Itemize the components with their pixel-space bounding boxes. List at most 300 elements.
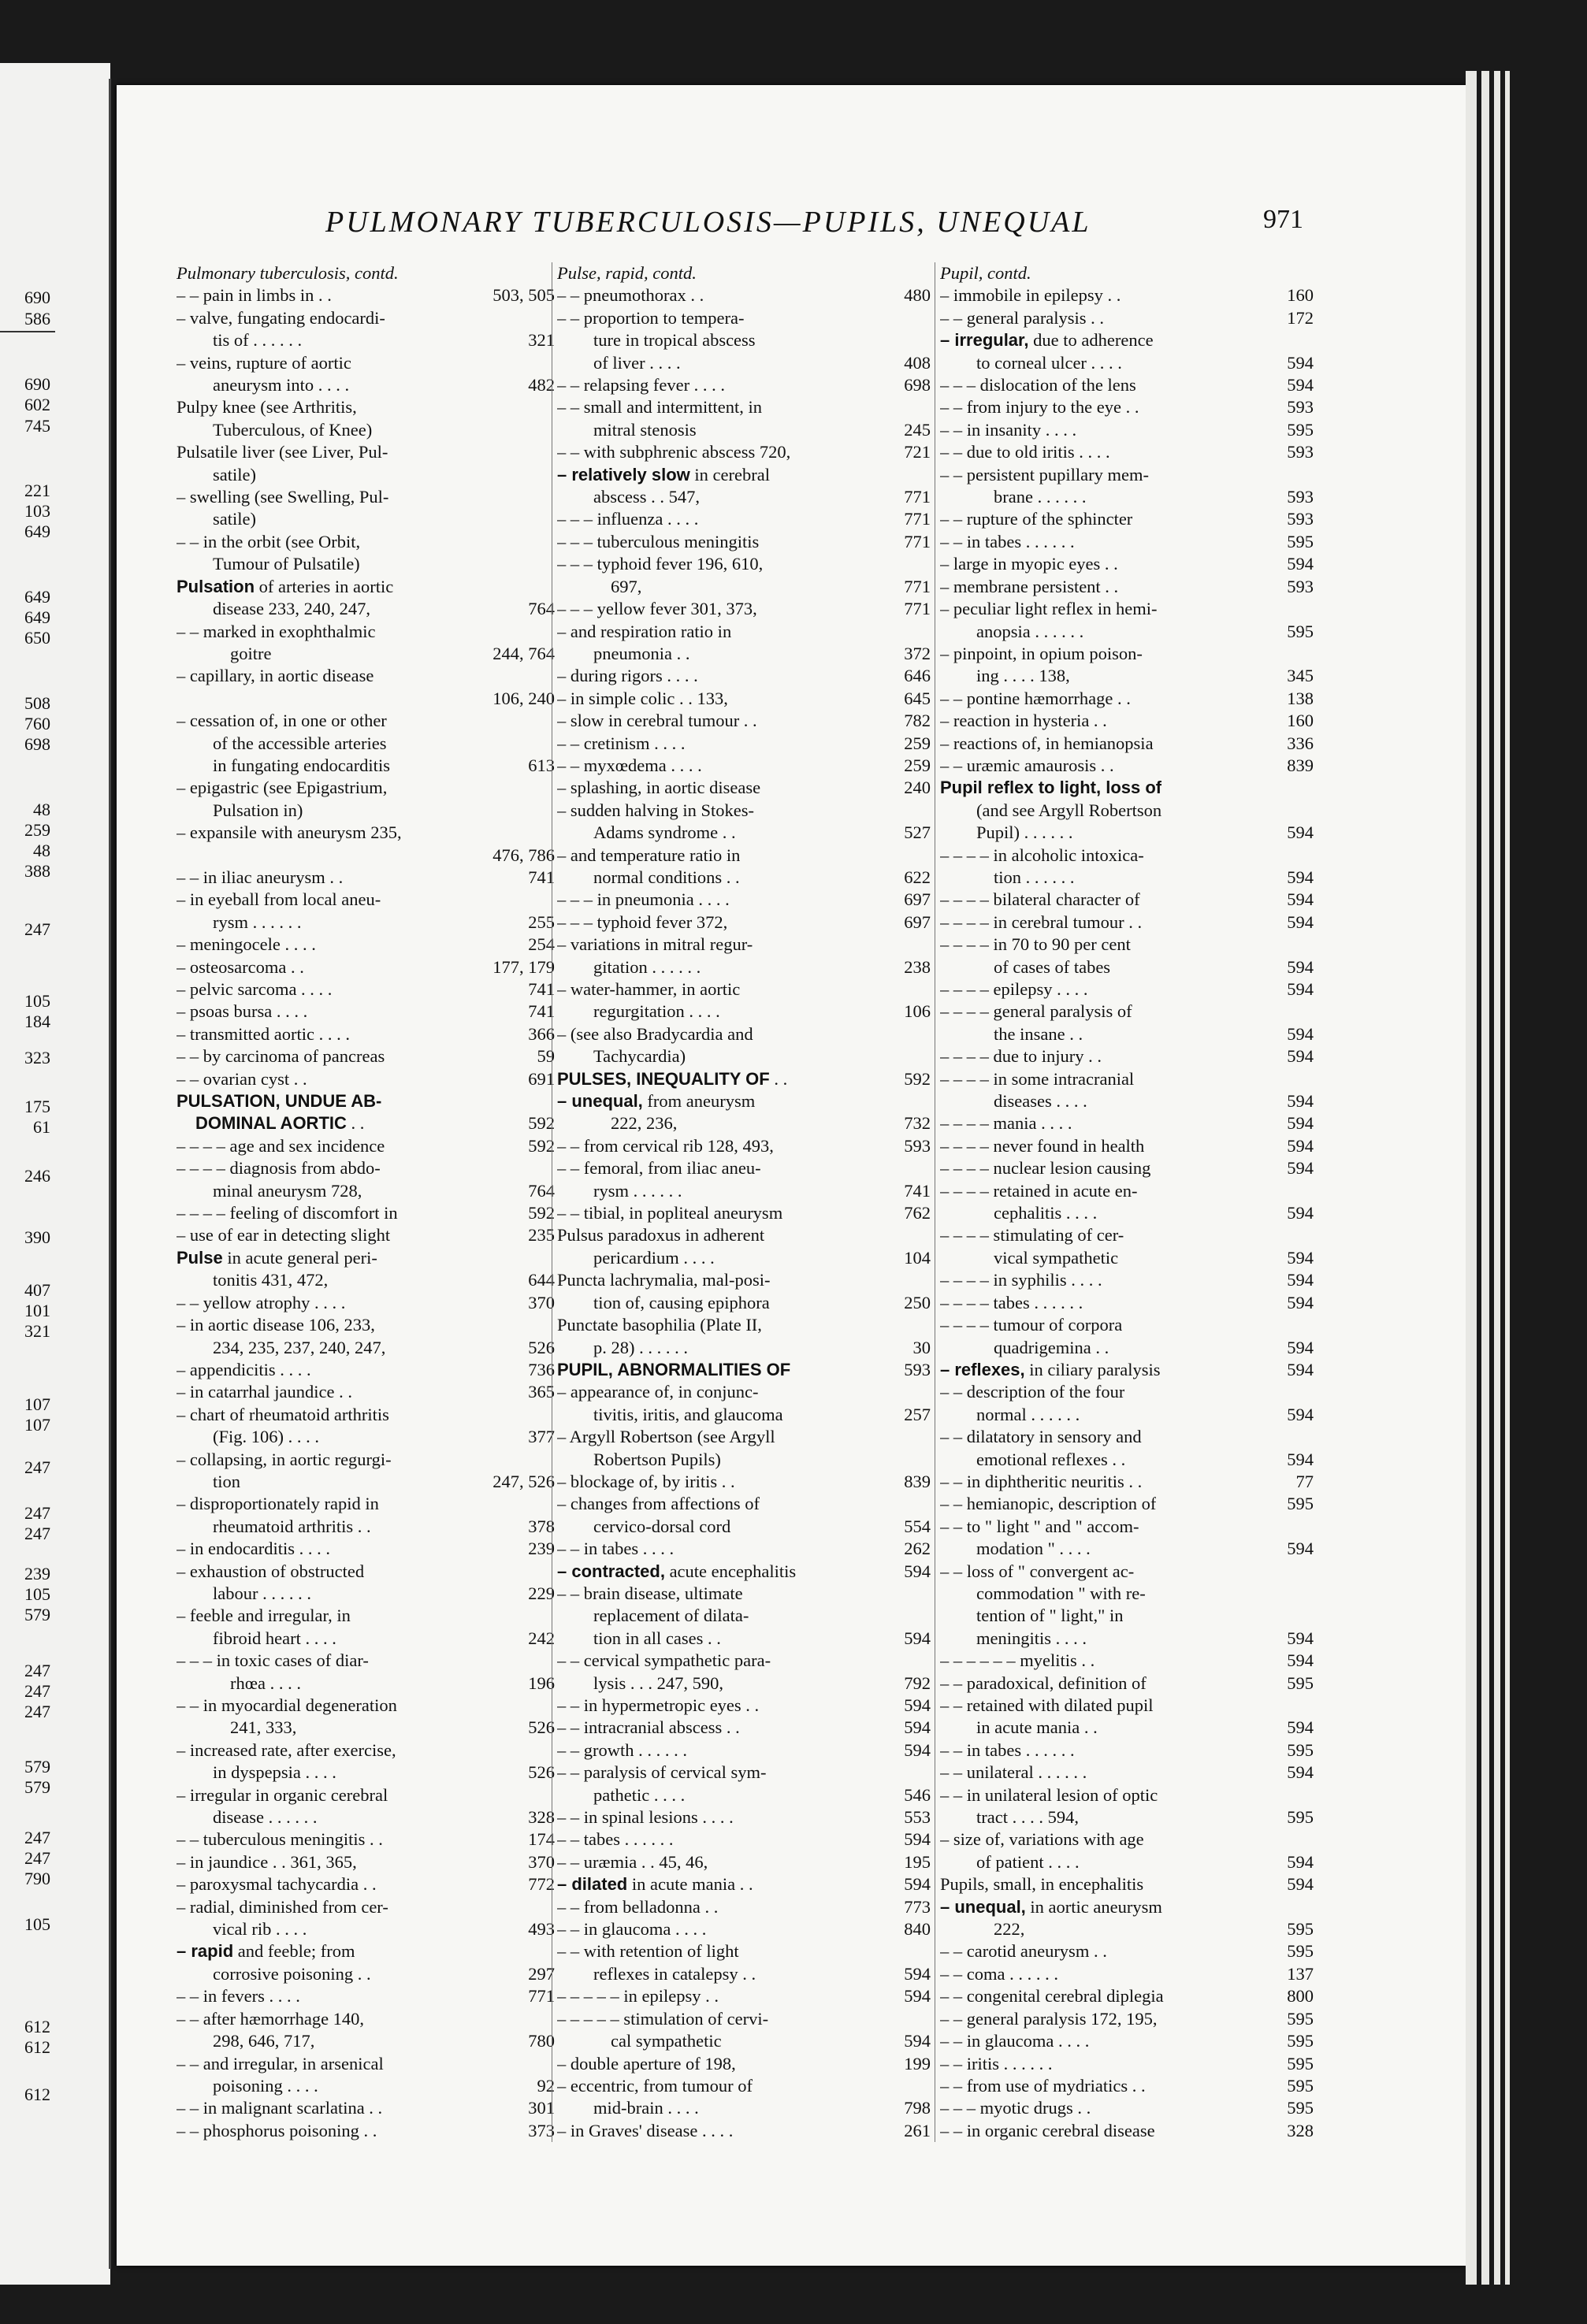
- entry-page-refs: 840: [904, 1919, 931, 1940]
- entry-text: pericardium . . . .: [593, 1247, 715, 1268]
- entry-page-refs: 798: [904, 2098, 931, 2118]
- index-entry: [552, 284, 935, 306]
- index-entry: [935, 1695, 1318, 1717]
- entry-text: mitral stenosis: [593, 419, 697, 440]
- entry-text: – – – – in syphilis . . . .: [940, 1270, 1102, 1290]
- index-entry: [172, 508, 559, 530]
- entry-page-refs: 476, 786: [492, 845, 555, 865]
- entry-text: – – in iliac aneurysm . .: [177, 867, 344, 887]
- entry-page-refs: [924, 1493, 931, 1515]
- entry-text: – – description of the four: [940, 1382, 1125, 1402]
- margin-number: 247: [24, 1848, 50, 1868]
- index-entry: [172, 1695, 559, 1717]
- entry-text: – meningocele . . . .: [177, 934, 316, 955]
- index-entry: [935, 643, 1318, 665]
- index-entry: [172, 1314, 559, 1336]
- entry-page-refs: 595: [1287, 1807, 1314, 1828]
- entry-page-refs: 593: [1287, 509, 1314, 529]
- entry-text: – (see also Bradycardia and: [557, 1023, 753, 1044]
- entry-text: PULSES, INEQUALITY OF . .: [557, 1068, 788, 1089]
- entry-text: pneumonia . .: [593, 643, 690, 663]
- index-entry: [172, 1605, 559, 1627]
- index-entry: [935, 576, 1318, 598]
- index-entry: [172, 1561, 559, 1583]
- entry-text: – – from injury to the eye . .: [940, 397, 1139, 418]
- index-entry: [172, 553, 559, 575]
- entry-text: (and see Argyll Robertson: [976, 800, 1162, 820]
- entry-text: – unequal, in aortic aneurysm: [940, 1896, 1162, 1917]
- entry-page-refs: 595: [1287, 1739, 1314, 1760]
- index-entry: [552, 1717, 935, 1739]
- entry-page-refs: [924, 307, 931, 329]
- entry-text: 222, 236,: [611, 1113, 678, 1134]
- index-entry: [935, 1896, 1318, 1918]
- index-column-1: [172, 262, 559, 2142]
- entry-text: – – in glaucoma . . . .: [557, 1919, 707, 1940]
- entry-page-refs: [924, 1762, 931, 1784]
- entry-page-refs: 554: [904, 1516, 931, 1536]
- entry-page-refs: 594: [904, 1561, 931, 1581]
- entry-text: – – – – epilepsy . . . .: [940, 979, 1088, 999]
- index-entry: [172, 1202, 559, 1224]
- index-entry: [935, 621, 1318, 643]
- entry-page-refs: 366: [528, 1023, 555, 1044]
- entry-text: – – dilatatory in sensory and: [940, 1427, 1142, 1447]
- margin-number: 247: [24, 1828, 50, 1847]
- entry-text: – pelvic sarcoma . . . .: [177, 979, 333, 999]
- entry-text: DOMINAL AORTIC . .: [195, 1113, 365, 1134]
- entry-text: 234, 235, 237, 240, 247,: [213, 1337, 386, 1357]
- entry-page-refs: [1307, 1224, 1314, 1246]
- entry-page-refs: 493: [528, 1919, 555, 1940]
- index-entry: [935, 1784, 1318, 1806]
- entry-text: normal conditions . .: [593, 867, 740, 887]
- entry-text: – collapsing, in aortic regurgi-: [177, 1449, 392, 1469]
- entry-text: 241, 333,: [230, 1717, 297, 1738]
- entry-text: tis of . . . . . .: [213, 330, 303, 351]
- entry-text: – transmitted aortic . . . .: [177, 1023, 350, 1044]
- entry-text: – – tibial, in popliteal aneurysm: [557, 1203, 783, 1223]
- entry-text: – – uræmic amaurosis . .: [940, 755, 1114, 775]
- entry-keyword: PUPIL, ABNORMALITIES OF: [557, 1359, 791, 1379]
- entry-page-refs: [1307, 845, 1314, 867]
- entry-page-refs: 595: [1287, 1494, 1314, 1514]
- entry-text: – – pontine hæmorrhage . .: [940, 688, 1131, 708]
- index-entry: [172, 2008, 559, 2030]
- index-entry: [552, 1538, 935, 1560]
- index-entry: [172, 1471, 559, 1493]
- entry-text: satile): [213, 464, 256, 484]
- index-entry: [552, 598, 935, 620]
- entry-page-refs: 800: [1287, 1986, 1314, 2007]
- entry-text: – – and irregular, in arsenical: [177, 2053, 384, 2073]
- entry-page-refs: 593: [904, 1135, 931, 1156]
- index-entry: [552, 1269, 935, 1291]
- index-entry: [552, 755, 935, 777]
- entry-page-refs: 106: [904, 1001, 931, 1022]
- entry-text: – in jaundice . . 361, 365,: [177, 1851, 357, 1872]
- index-entry: [935, 733, 1318, 755]
- entry-text: – – in tabes . . . . . .: [940, 531, 1075, 551]
- entry-text: – in simple colic . . 133,: [557, 688, 728, 708]
- index-entry: [935, 464, 1318, 486]
- index-entry: [935, 1806, 1318, 1828]
- entry-page-refs: [924, 1449, 931, 1471]
- entry-text: Pulsus paradoxus in adherent: [557, 1225, 765, 1246]
- entry-text: to corneal ulcer . . . .: [976, 352, 1122, 373]
- entry-text: – – – myotic drugs . .: [940, 2098, 1091, 2118]
- entry-text: corrosive poisoning . .: [213, 1963, 371, 1984]
- margin-number: 105: [24, 991, 50, 1011]
- index-entry: [172, 576, 559, 598]
- index-entry: [935, 1247, 1318, 1269]
- entry-text: ing . . . . 138,: [976, 666, 1070, 686]
- entry-text: Puncta lachrymalia, mal-posi-: [557, 1270, 771, 1290]
- entry-text: – – in glaucoma . . . .: [940, 2031, 1090, 2051]
- index-entry: [172, 800, 559, 822]
- entry-page-refs: 242: [528, 1628, 555, 1648]
- entry-text: – – to " light " and " accom-: [940, 1516, 1139, 1536]
- index-column-3: [935, 262, 1318, 2142]
- index-entry: [935, 911, 1318, 934]
- entry-page-refs: 594: [1287, 1135, 1314, 1156]
- entry-text: aneurysm into . . . .: [213, 375, 350, 395]
- entry-page-refs: 594: [1287, 956, 1314, 977]
- entry-text: – variations in mitral regur-: [557, 934, 753, 955]
- entry-text: – – phosphorus poisoning . .: [177, 2120, 377, 2140]
- index-entry: [172, 1940, 559, 1962]
- index-entry: [552, 419, 935, 441]
- index-entry: [935, 441, 1318, 463]
- index-entry: [552, 1090, 935, 1112]
- index-entry: [935, 1739, 1318, 1762]
- index-entry: [935, 1672, 1318, 1695]
- margin-number: 247: [24, 1681, 50, 1701]
- entry-text: – irregular in organic cerebral: [177, 1784, 388, 1805]
- entry-page-refs: 257: [904, 1404, 931, 1424]
- entry-text: – – retained with dilated pupil: [940, 1695, 1154, 1715]
- index-entry: [552, 621, 935, 643]
- index-entry: [552, 1918, 935, 1940]
- entry-text: tion in all cases . .: [593, 1628, 721, 1648]
- entry-keyword: – contracted,: [557, 1561, 665, 1581]
- entry-page-refs: 771: [528, 1986, 555, 2007]
- entry-page-refs: 594: [1287, 1628, 1314, 1648]
- entry-text: – – – – feeling of discomfort in: [177, 1203, 398, 1223]
- index-entry: [552, 1045, 935, 1067]
- entry-page-refs: 593: [1287, 487, 1314, 507]
- index-entry: [172, 1493, 559, 1515]
- margin-number: 745: [24, 416, 50, 436]
- entry-page-refs: 370: [528, 1292, 555, 1312]
- entry-text: – – loss of " convergent ac-: [940, 1561, 1135, 1581]
- entry-page-refs: 195: [904, 1851, 931, 1872]
- entry-text: – – – dislocation of the lens: [940, 375, 1136, 395]
- index-entry: [172, 1806, 559, 1828]
- margin-number: 103: [24, 501, 50, 521]
- index-entry: [552, 2053, 935, 2075]
- index-entry: [172, 396, 559, 418]
- entry-text: rhœa . . . .: [230, 1672, 301, 1693]
- entry-text: – psoas bursa . . . .: [177, 1001, 308, 1022]
- entry-page-refs: 59: [537, 1046, 555, 1067]
- entry-page-refs: [924, 553, 931, 575]
- entry-text: Pulse, rapid, contd.: [557, 263, 697, 283]
- entry-page-refs: [924, 1940, 931, 1962]
- index-entry: [172, 867, 559, 889]
- index-column-2: [552, 262, 935, 2142]
- margin-number: 247: [24, 1524, 50, 1543]
- entry-page-refs: [1307, 1605, 1314, 1627]
- entry-page-refs: [924, 1224, 931, 1246]
- entry-text: brane . . . . . .: [994, 487, 1087, 507]
- index-entry: [935, 1068, 1318, 1090]
- index-entry: [935, 374, 1318, 396]
- entry-page-refs: [924, 2008, 931, 2030]
- index-entry: [552, 1695, 935, 1717]
- index-entry: [935, 956, 1318, 978]
- entry-page-refs: 594: [1287, 979, 1314, 999]
- index-entry: [552, 307, 935, 329]
- entry-text: – – in the orbit (see Orbit,: [177, 531, 361, 551]
- entry-page-refs: 593: [1287, 442, 1314, 462]
- entry-text: – – – – in alcoholic intoxica-: [940, 845, 1144, 865]
- index-entry: [552, 2120, 935, 2142]
- entry-page-refs: 645: [904, 688, 931, 708]
- index-entry: [172, 1828, 559, 1851]
- entry-text: – – hemianopic, description of: [940, 1494, 1157, 1514]
- entry-text: – rapid and feeble; from: [177, 1941, 355, 1962]
- entry-page-refs: [1307, 598, 1314, 620]
- index-entry: [935, 710, 1318, 732]
- entry-text: – – in unilateral lesion of optic: [940, 1784, 1158, 1805]
- entry-text: mid-brain . . . .: [593, 2098, 699, 2118]
- entry-page-refs: [924, 2075, 931, 2097]
- entry-text: – – growth . . . . . .: [557, 1739, 687, 1760]
- entry-text: – use of ear in detecting slight: [177, 1225, 391, 1246]
- index-entry: [552, 2008, 935, 2030]
- index-entry: [935, 845, 1318, 867]
- entry-text: – – from use of mydriatics . .: [940, 2075, 1146, 2096]
- margin-number: 579: [24, 1605, 50, 1624]
- margin-number: 239: [24, 1564, 50, 1583]
- entry-page-refs: 839: [1287, 755, 1314, 775]
- entry-text: [940, 777, 1161, 799]
- index-entry: [172, 1516, 559, 1538]
- entry-page-refs: 741: [904, 1180, 931, 1201]
- margin-number: 407: [24, 1280, 50, 1300]
- entry-text: – – – – nuclear lesion causing: [940, 1158, 1151, 1179]
- index-entry: [552, 2097, 935, 2119]
- margin-number: 612: [24, 2017, 50, 2036]
- entry-text: – – – tuberculous meningitis: [557, 531, 760, 551]
- index-entry: [552, 845, 935, 867]
- entry-text: tention of " light," in: [976, 1606, 1124, 1626]
- index-entry: [552, 688, 935, 710]
- entry-page-refs: 160: [1287, 285, 1314, 306]
- index-entry: [172, 486, 559, 508]
- index-entry: [552, 1135, 935, 1157]
- index-entry: [172, 889, 559, 911]
- entry-page-refs: 741: [528, 1001, 555, 1022]
- entry-page-refs: 595: [1287, 531, 1314, 551]
- index-entry: [935, 1359, 1318, 1381]
- entry-text: rysm . . . . . .: [593, 1180, 682, 1201]
- entry-text: – – in insanity . . . .: [940, 419, 1077, 440]
- index-entry: [552, 1940, 935, 1962]
- margin-number: 690: [24, 374, 50, 394]
- entry-page-refs: 595: [1287, 621, 1314, 641]
- index-entry: [172, 1381, 559, 1403]
- margin-number: 246: [24, 1166, 50, 1186]
- index-entry: [935, 284, 1318, 306]
- margin-number: 650: [24, 628, 50, 648]
- entry-text: of the accessible arteries: [213, 733, 387, 753]
- entry-text: – – – – in 70 to 90 per cent: [940, 934, 1131, 955]
- entry-text: – epigastric (see Epigastrium,: [177, 778, 388, 798]
- entry-text: – – – – general paralysis of: [940, 1001, 1132, 1022]
- index-entry: [552, 1404, 935, 1426]
- entry-text: reflexes in catalepsy . .: [593, 1963, 756, 1984]
- index-entry: [552, 934, 935, 956]
- entry-page-refs: 771: [904, 531, 931, 551]
- index-entry: [172, 1985, 559, 2007]
- page-header: [117, 205, 1466, 252]
- entry-text: Pulsatile liver (see Liver, Pul-: [177, 442, 388, 462]
- entry-text: – splashing, in aortic disease: [557, 778, 761, 798]
- entry-page-refs: 594: [1287, 554, 1314, 574]
- index-entry: [552, 1851, 935, 1873]
- entry-page-refs: 553: [904, 1807, 931, 1828]
- entry-page-refs: 595: [1287, 2053, 1314, 2073]
- entry-page-refs: 592: [528, 1203, 555, 1223]
- entry-text: – – proportion to tempera-: [557, 307, 745, 328]
- entry-text: vical rib . . . .: [213, 1919, 307, 1940]
- entry-text: – – from cervical rib 128, 493,: [557, 1135, 774, 1156]
- entry-page-refs: 595: [1287, 1919, 1314, 1940]
- index-entry: [552, 1426, 935, 1448]
- index-entry: [935, 1516, 1318, 1538]
- entry-page-refs: 526: [528, 1337, 555, 1357]
- index-entry: [172, 1180, 559, 1202]
- entry-text: – increased rate, after exercise,: [177, 1739, 396, 1760]
- entry-text: – unequal, from aneurysm: [557, 1091, 756, 1112]
- entry-page-refs: 104: [904, 1247, 931, 1268]
- entry-text: – radial, diminished from cer-: [177, 1896, 388, 1917]
- entry-text: goitre: [230, 643, 272, 663]
- entry-text: – contracted, acute encephalitis: [557, 1561, 797, 1581]
- margin-number: 107: [24, 1415, 50, 1435]
- entry-text: – – yellow atrophy . . . .: [177, 1292, 346, 1312]
- index-entry: [552, 1963, 935, 1985]
- entry-text: – – in malignant scarlatina . .: [177, 2098, 383, 2118]
- running-head: PULMONARY TUBERCULOSIS—PUPILS, UNEQUAL: [325, 206, 1091, 239]
- entry-text: regurgitation . . . .: [593, 1001, 720, 1022]
- entry-text: – blockage of, by iritis . .: [557, 1471, 735, 1491]
- index-entry: [935, 329, 1318, 351]
- entry-page-refs: 262: [904, 1539, 931, 1559]
- index-entry: [172, 374, 559, 396]
- entry-page-refs: [924, 800, 931, 822]
- entry-text: the insane . .: [994, 1023, 1083, 1044]
- index-entry: [552, 1314, 935, 1336]
- index-entry: [172, 441, 559, 463]
- entry-text: – – in hypermetropic eyes . .: [557, 1695, 760, 1715]
- index-entry: [552, 2030, 935, 2052]
- index-entry: [172, 1739, 559, 1762]
- index-entry: [935, 262, 1318, 284]
- entry-text: tract . . . . 594,: [976, 1807, 1079, 1828]
- entry-text: – large in myopic eyes . .: [940, 554, 1118, 574]
- index-entry: [172, 598, 559, 620]
- entry-text: – – – yellow fever 301, 373,: [557, 599, 757, 619]
- margin-number: 259: [24, 820, 50, 840]
- index-entry: [552, 1561, 935, 1583]
- entry-text: in acute mania . .: [976, 1717, 1098, 1738]
- index-entry: [552, 1449, 935, 1471]
- index-entry: [172, 531, 559, 553]
- index-entry: [552, 665, 935, 687]
- entry-keyword: – relatively slow: [557, 464, 690, 484]
- entry-page-refs: [924, 262, 931, 284]
- index-entry: [552, 1650, 935, 1672]
- margin-number: 612: [24, 2085, 50, 2104]
- index-entry: [552, 911, 935, 934]
- margin-number: 247: [24, 919, 50, 939]
- index-entry: [552, 978, 935, 1001]
- entry-text: – – – typhoid fever 372,: [557, 911, 728, 932]
- entry-text: cal sympathetic: [611, 2031, 722, 2051]
- index-entry: [552, 822, 935, 844]
- entry-text: 298, 646, 717,: [213, 2031, 315, 2051]
- entry-page-refs: [1307, 1896, 1314, 1918]
- index-entry: [172, 1090, 559, 1112]
- margin-number: 649: [24, 587, 50, 607]
- index-entry: [935, 1269, 1318, 1291]
- entry-text: – – with subphrenic abscess 720,: [557, 442, 791, 462]
- entry-text: vical sympathetic: [994, 1247, 1119, 1268]
- entry-text: – veins, rupture of aortic: [177, 352, 351, 373]
- entry-page-refs: 321: [528, 330, 555, 351]
- entry-text: – – congenital cerebral diplegia: [940, 1986, 1164, 2007]
- entry-text: – – – typhoid fever 196, 610,: [557, 554, 764, 574]
- entry-text: – appearance of, in conjunc-: [557, 1382, 759, 1402]
- entry-text: – – with retention of light: [557, 1941, 739, 1962]
- entry-text: – relatively slow in cerebral: [557, 464, 770, 484]
- index-entry: [935, 1985, 1318, 2007]
- index-entry: [552, 1292, 935, 1314]
- margin-number: 107: [24, 1394, 50, 1414]
- entry-page-refs: 646: [904, 666, 931, 686]
- entry-page-refs: 174: [528, 1829, 555, 1850]
- entry-keyword: DOMINAL AORTIC: [195, 1113, 347, 1134]
- entry-text: – in endocarditis . . . .: [177, 1539, 330, 1559]
- margin-number: 612: [24, 2037, 50, 2057]
- index-entry: [552, 441, 935, 463]
- entry-text: labour . . . . . .: [213, 1583, 311, 1603]
- entry-page-refs: 594: [1287, 1650, 1314, 1671]
- entry-page-refs: 373: [528, 2120, 555, 2140]
- entry-page-refs: 594: [904, 1739, 931, 1760]
- index-entry: [172, 2120, 559, 2142]
- index-entry: [172, 1918, 559, 1940]
- index-entry: [172, 1963, 559, 1985]
- index-entry: [172, 777, 559, 799]
- entry-page-refs: 594: [1287, 911, 1314, 932]
- entry-text: meningitis . . . .: [976, 1628, 1087, 1648]
- entry-page-refs: 172: [1287, 307, 1314, 328]
- index-entry: [935, 531, 1318, 553]
